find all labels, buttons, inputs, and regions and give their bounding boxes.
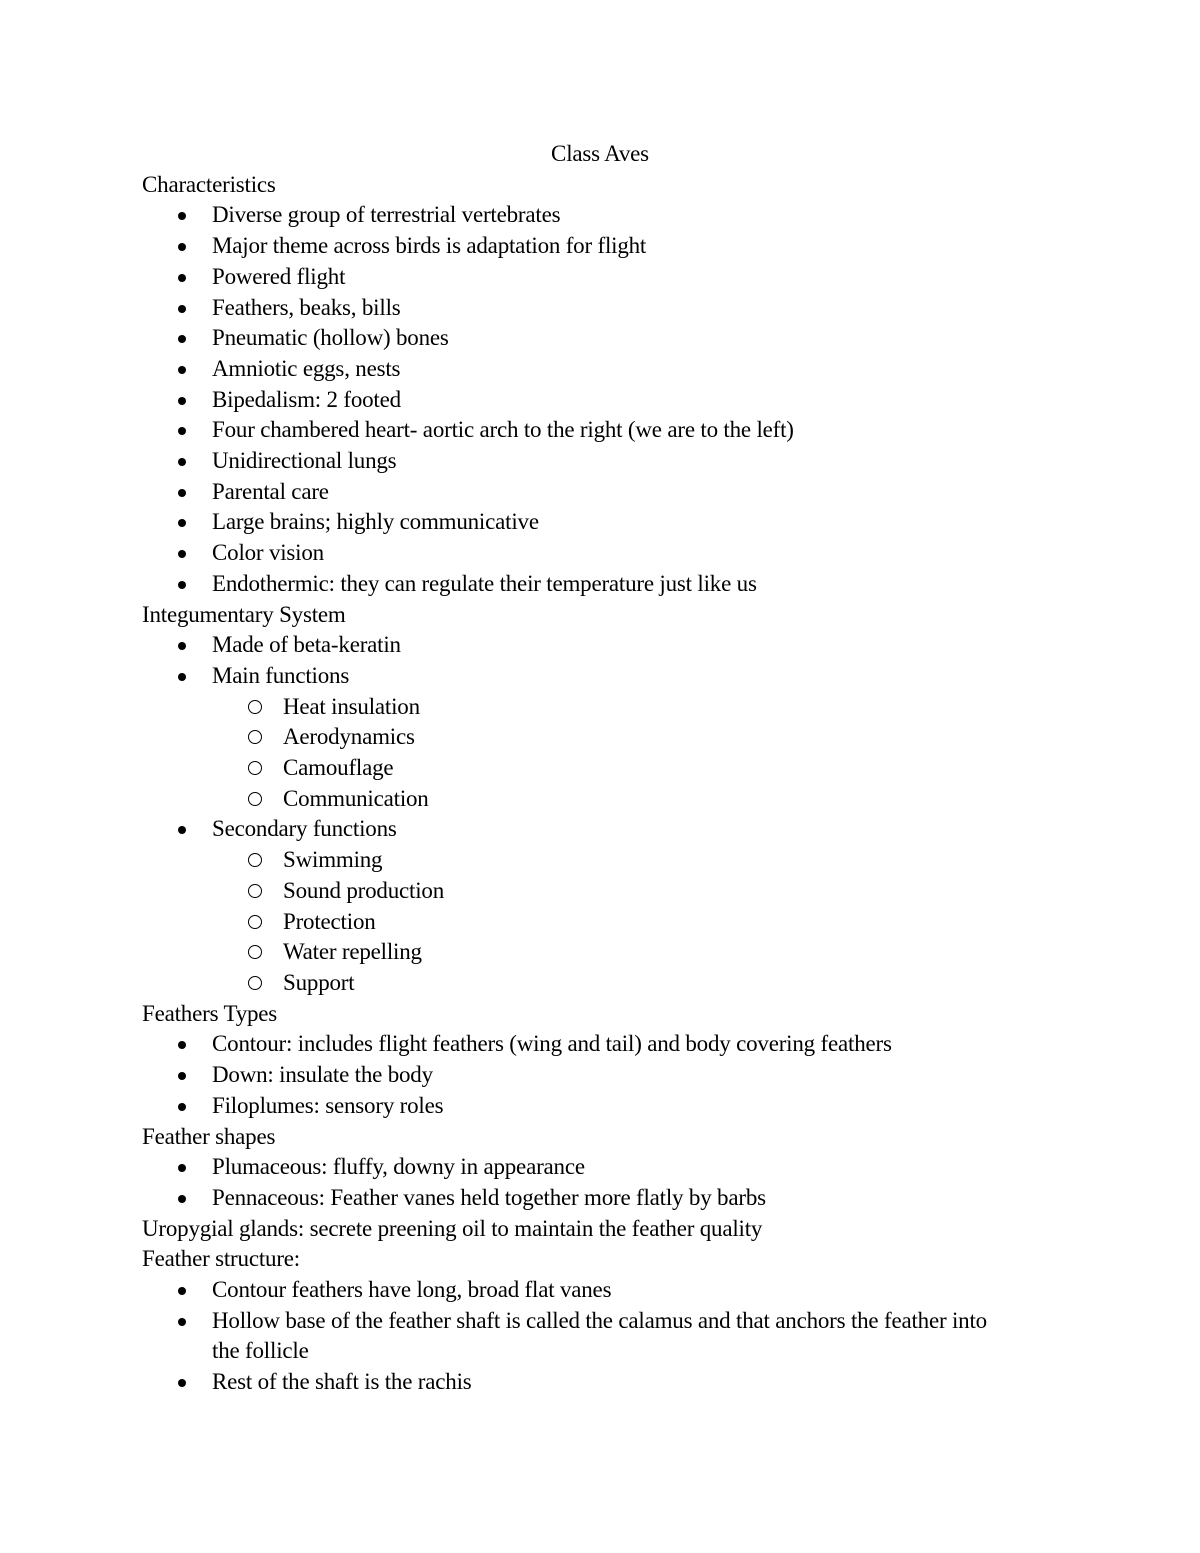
list-item: Parental care xyxy=(142,477,1042,508)
list-item: Diverse group of terrestrial vertebrates xyxy=(142,200,1042,231)
section-heading-feather-shapes: Feather shapes xyxy=(142,1123,276,1149)
sublist-item: Protection xyxy=(142,907,1042,938)
sublist-item: Communication xyxy=(142,784,1042,815)
main-functions-sublist xyxy=(212,692,1042,815)
hollow-bullet-icon xyxy=(248,761,262,775)
list-item: Powered flight xyxy=(142,262,1042,293)
bullet-icon xyxy=(178,397,186,405)
list-item: Made of beta-keratin xyxy=(142,630,1042,661)
list-item: Pneumatic (hollow) bones xyxy=(142,323,1042,354)
sublist-item: Heat insulation xyxy=(142,692,1042,723)
section-heading-characteristics: Characteristics xyxy=(142,171,276,197)
list-item: Main functions Heat insulation Aerodynamics Camouflage Communication xyxy=(142,661,1042,815)
hollow-bullet-icon xyxy=(248,792,262,806)
list-item: Unidirectional lungs xyxy=(142,446,1042,477)
feather-structure-list xyxy=(142,1275,1042,1398)
hollow-bullet-icon xyxy=(248,945,262,959)
bullet-icon xyxy=(178,212,186,220)
list-item: Contour feathers have long, broad flat vanes xyxy=(142,1275,1042,1306)
bullet-icon xyxy=(178,1379,186,1387)
hollow-bullet-icon xyxy=(248,853,262,867)
bullet-icon xyxy=(178,550,186,558)
document-title: Class Aves xyxy=(551,141,649,166)
characteristics-list xyxy=(142,200,1042,599)
bullet-icon xyxy=(178,642,186,650)
bullet-icon xyxy=(178,305,186,313)
bullet-icon xyxy=(178,366,186,374)
list-item: Contour: includes flight feathers (wing and tail) and body covering feathers xyxy=(142,1029,1042,1060)
section-heading-integumentary-system: Integumentary System xyxy=(142,601,346,627)
integumentary-list xyxy=(142,630,1042,998)
bullet-icon xyxy=(178,1318,186,1326)
sublist-item: Support xyxy=(142,968,1042,999)
bullet-icon xyxy=(178,581,186,589)
list-item: Down: insulate the body xyxy=(142,1060,1042,1091)
hollow-bullet-icon xyxy=(248,976,262,990)
list-item: Plumaceous: fluffy, downy in appearance xyxy=(142,1152,1042,1183)
sublist-item: Aerodynamics xyxy=(142,722,1042,753)
list-item: Secondary functions Swimming Sound production Protection Water repelling Support xyxy=(142,814,1042,998)
hollow-bullet-icon xyxy=(248,700,262,714)
secondary-functions-sublist xyxy=(212,845,1042,999)
bullet-icon xyxy=(178,673,186,681)
list-item: Bipedalism: 2 footed xyxy=(142,385,1042,416)
bullet-icon xyxy=(178,826,186,834)
list-item: Hollow base of the feather shaft is called the calamus and that anchors the feather into the follicle xyxy=(142,1306,1042,1367)
list-item: Color vision xyxy=(142,538,1042,569)
bullet-icon xyxy=(178,489,186,497)
list-item: Large brains; highly communicative xyxy=(142,507,1042,538)
bullet-icon xyxy=(178,519,186,527)
bullet-icon xyxy=(178,274,186,282)
hollow-bullet-icon xyxy=(248,730,262,744)
list-item: Feathers, beaks, bills xyxy=(142,293,1042,324)
section-heading-feather-structure: Feather structure: xyxy=(142,1246,300,1272)
list-item: Major theme across birds is adaptation for flight xyxy=(142,231,1042,262)
bullet-icon xyxy=(178,1164,186,1172)
bullet-icon xyxy=(178,1041,186,1049)
feather-shapes-list xyxy=(142,1152,1042,1213)
list-item: Amniotic eggs, nests xyxy=(142,354,1042,385)
feathers-types-list xyxy=(142,1029,1042,1121)
list-item: Filoplumes: sensory roles xyxy=(142,1091,1042,1122)
sublist-item: Camouflage xyxy=(142,753,1042,784)
list-item: Pennaceous: Feather vanes held together more flatly by barbs xyxy=(142,1183,1042,1214)
sublist-item: Sound production xyxy=(142,876,1042,907)
bullet-icon xyxy=(178,1287,186,1295)
sublist-item: Water repelling xyxy=(142,937,1042,968)
bullet-icon xyxy=(178,243,186,251)
hollow-bullet-icon xyxy=(248,884,262,898)
bullet-icon xyxy=(178,1072,186,1080)
list-item: Endothermic: they can regulate their temperature just like us xyxy=(142,569,1042,600)
bullet-icon xyxy=(178,335,186,343)
list-item: Rest of the shaft is the rachis xyxy=(142,1367,1042,1398)
sublist-item: Swimming xyxy=(142,845,1042,876)
section-heading-feathers-types: Feathers Types xyxy=(142,1000,278,1026)
list-item: Four chambered heart- aortic arch to the right (we are to the left) xyxy=(142,415,1042,446)
bullet-icon xyxy=(178,458,186,466)
document-body xyxy=(142,139,1042,1398)
bullet-icon xyxy=(178,427,186,435)
hollow-bullet-icon xyxy=(248,915,262,929)
bullet-icon xyxy=(178,1103,186,1111)
section-heading-uropygial-glands: Uropygial glands: secrete preening oil to maintain the feather quality xyxy=(142,1215,763,1241)
bullet-icon xyxy=(178,1195,186,1203)
